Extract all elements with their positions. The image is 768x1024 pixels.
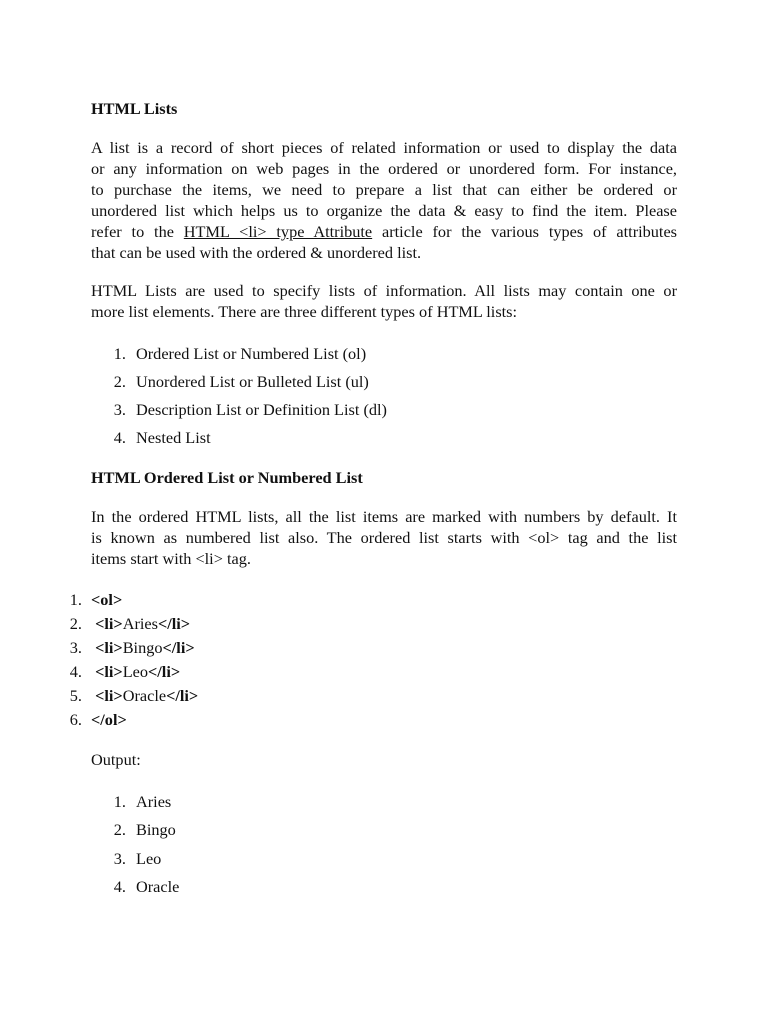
- list-item-number: 1.: [113, 792, 126, 811]
- code-line-number: 5.: [69, 686, 82, 705]
- code-open-tag: <li>: [91, 614, 123, 633]
- code-line-text: [91, 685, 198, 707]
- code-open-tag: <li>: [91, 638, 123, 657]
- code-close-tag: </li>: [162, 638, 195, 657]
- code-content: Leo: [122, 662, 148, 681]
- intro-paragraph: [91, 137, 677, 263]
- code-close-tag: </li>: [148, 662, 181, 681]
- list-item-text: Bingo: [136, 820, 176, 839]
- list-item-text: Description List or Definition List (dl): [136, 400, 387, 419]
- types-line-2: more list elements. There are three different types of HTML lists:: [91, 302, 518, 321]
- code-line-text: [91, 709, 127, 731]
- intro-line-6: that can be used with the ordered & unordered list.: [91, 243, 422, 262]
- list-item-text: Nested List: [136, 428, 211, 447]
- code-content: Oracle: [122, 686, 167, 705]
- list-item-text: Oracle: [136, 877, 180, 896]
- list-item-text: Unordered List or Bulleted List (ul): [136, 372, 369, 391]
- code-line-text: [91, 589, 122, 611]
- list-item-number: 2.: [113, 820, 126, 839]
- code-open-tag: <li>: [91, 686, 123, 705]
- code-open-tag: <ol>: [91, 590, 123, 609]
- code-close-tag: </li>: [166, 686, 199, 705]
- intro-line-5-post: article for the various types of attributes: [372, 222, 678, 241]
- intro-line-3: to purchase the items, we need to prepare a list that can either be ordered or: [91, 180, 677, 199]
- intro-line-1: A list is a record of short pieces of related information or used to display the data: [91, 138, 677, 157]
- code-line-number: 3.: [69, 638, 82, 657]
- list-item-text: Ordered List or Numbered List (ol): [136, 344, 367, 363]
- list-item-number: 4.: [113, 428, 126, 447]
- list-item-number: 1.: [113, 344, 126, 363]
- list-item-text: Aries: [136, 792, 172, 811]
- section-heading-html-lists: HTML Lists: [91, 99, 178, 118]
- code-line-text: [91, 637, 195, 659]
- ordered-line-1: In the ordered HTML lists, all the list items are marked with numbers by default. It: [91, 507, 677, 526]
- ordered-line-3: items start with <li> tag.: [91, 549, 251, 568]
- types-line-1: HTML Lists are used to specify lists of information. All lists may contain one or: [91, 281, 677, 300]
- code-line-number: 6.: [69, 710, 82, 729]
- types-paragraph: [91, 280, 677, 322]
- ordered-line-2: is known as numbered list also. The ordered list starts with <ol> tag and the list: [91, 528, 677, 547]
- code-line-number: 4.: [69, 662, 82, 681]
- code-content: Aries: [122, 614, 158, 633]
- list-item-number: 3.: [113, 849, 126, 868]
- output-label: Output:: [91, 750, 141, 769]
- intro-line-2: or any information on web pages in the ordered or unordered form. For instance,: [91, 159, 677, 178]
- code-open-tag: </ol>: [91, 710, 127, 729]
- code-open-tag: <li>: [91, 662, 123, 681]
- code-content: Bingo: [122, 638, 163, 657]
- code-line-number: 2.: [69, 614, 82, 633]
- section-heading-ordered-list: HTML Ordered List or Numbered List: [91, 468, 363, 487]
- intro-line-4: unordered list which helps us to organize the data & easy to find the item. Please: [91, 201, 677, 220]
- list-item-text: Leo: [136, 849, 162, 868]
- list-item-number: 3.: [113, 400, 126, 419]
- list-item-number: 2.: [113, 372, 126, 391]
- intro-line-5-pre: refer to the: [91, 222, 184, 241]
- code-line-text: [91, 613, 190, 635]
- code-close-tag: </li>: [157, 614, 191, 633]
- li-type-attribute-link[interactable]: HTML <li> type Attribute: [183, 222, 373, 241]
- code-line-number: 1.: [69, 590, 82, 609]
- list-item-number: 4.: [113, 877, 126, 896]
- intro-line-5: [91, 221, 677, 242]
- ordered-list-paragraph: [91, 506, 677, 569]
- code-line-text: [91, 661, 180, 683]
